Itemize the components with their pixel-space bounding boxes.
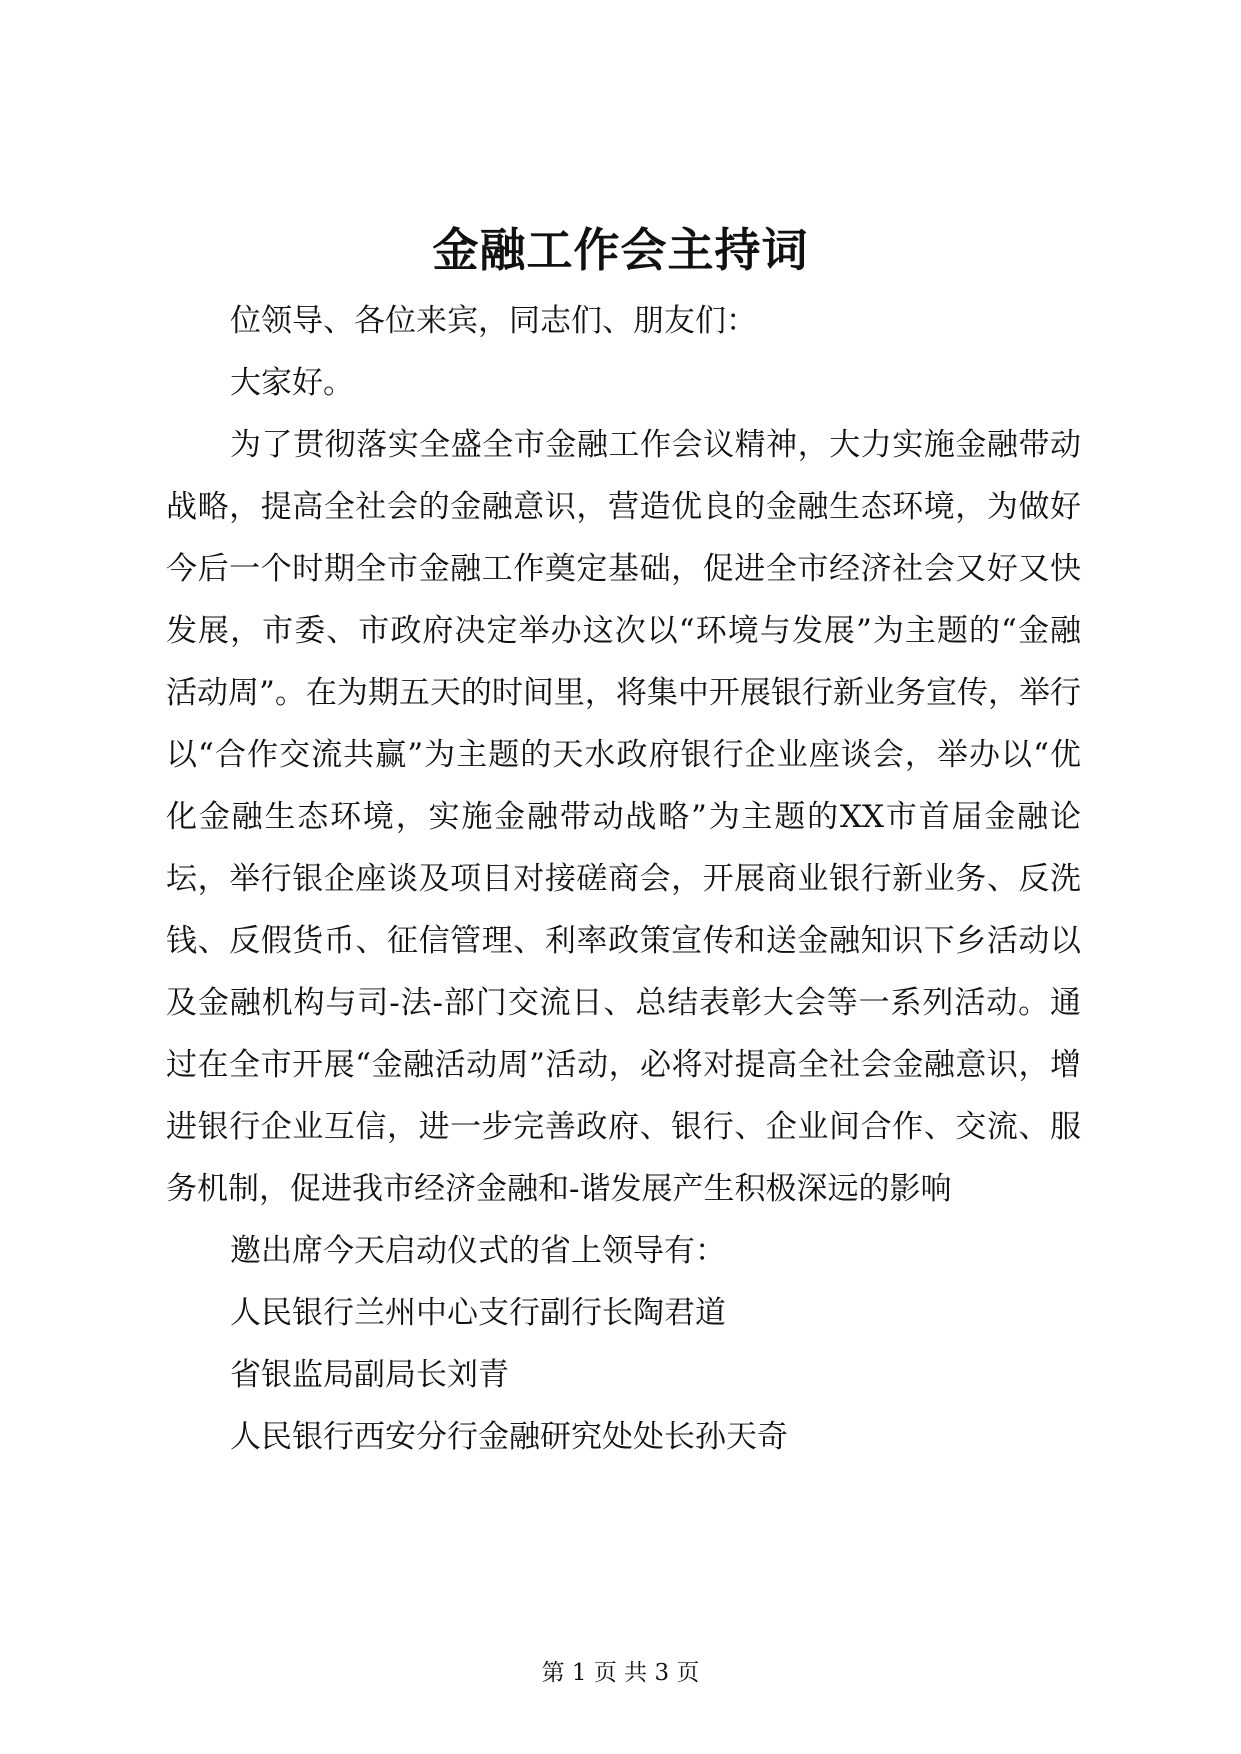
greeting: 大家好。	[230, 365, 354, 401]
document-title: 金融工作会主持词	[432, 223, 809, 277]
salutation: 位领导、各位来宾，同志们、朋友们：	[230, 303, 757, 339]
document-body	[166, 290, 1081, 1468]
leader-item: 人民银行西安分行金融研究处处长孙天奇	[230, 1419, 788, 1455]
leader-item: 省银监局副局长刘青	[230, 1357, 509, 1393]
main-paragraph: 为了贯彻落实全盛全市金融工作会议精神，大力实施金融带动战略，提高全社会的金融意识，营造优良的金融生态环境，为做好今后一个时期全市金融工作奠定基础，促进全市经济社会又好又快发展，市委、市政府决定举办这次以“环境与发展”为主题的“金融活动周”。在为期五天的时间里，将集中开展银行新业务宣传，举行以“合作交流共赢”为主题的天水政府银行企业座谈会，举办以“优化金融生态环境，实施金融带动战略”为主题的XX市首届金融论坛，举行银企座谈及项目对接磋商会，开展商业银行新业务、反洗钱、反假货币、征信管理、利率政策宣传和送金融知识下乡活动以及金融机构与司-法-部门交流日、总结表彰大会等一系列活动。通过在全市开展“金融活动周”活动，必将对提高全社会金融意识，增进银行企业互信，进一步完善政府、银行、企业间合作、交流、服务机制，促进我市经济金融和-谐发展产生积极深远的影响	[166, 427, 1081, 1207]
page-footer: 第 1 页 共 3 页	[541, 1660, 700, 1686]
leader-item: 人民银行兰州中心支行副行长陶君道	[230, 1295, 726, 1331]
invite-line: 邀出席今天启动仪式的省上领导有：	[230, 1233, 726, 1269]
